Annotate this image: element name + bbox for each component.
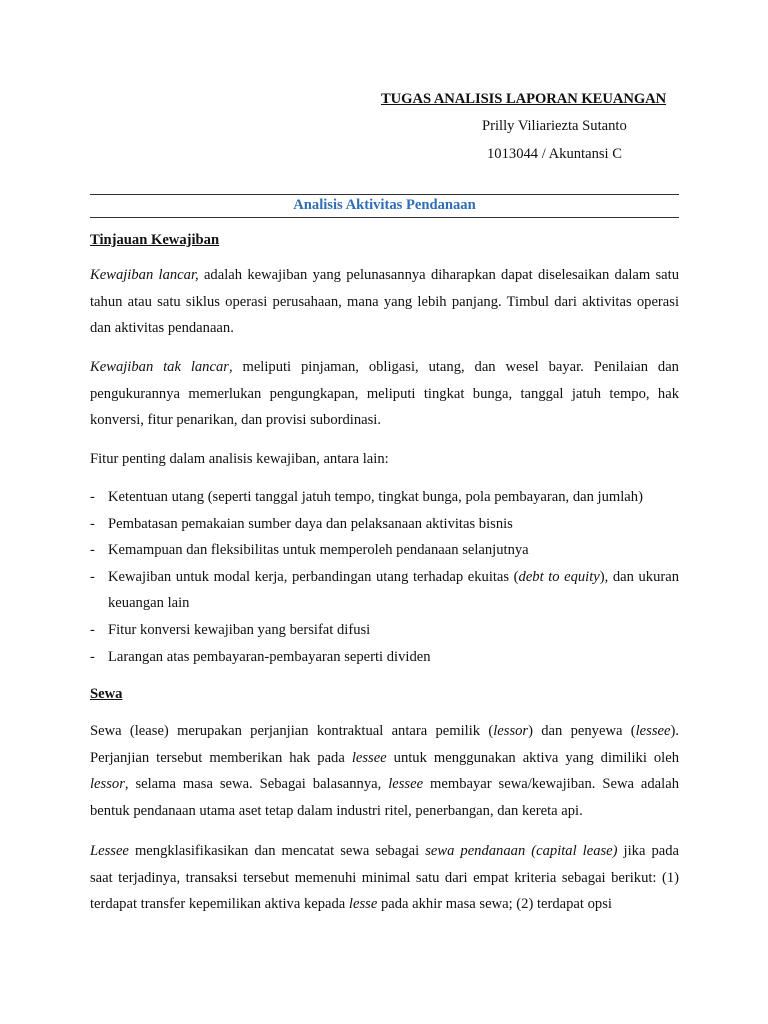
paragraph-text: mengklasifikasikan dan mencatat sewa sebagai — [128, 843, 426, 859]
paragraph-text: adalah kewajiban yang pelunasannya diharapkan dapat diselesaikan dalam satu tahun atau satu siklus operasi perusahaan, mana yang lebih panjang. Timbul dari aktivitas operasi dan aktivitas pendanaan. — [90, 267, 679, 337]
paragraph-kewajiban-tak-lancar — [90, 354, 679, 434]
paragraph-sewa-definisi — [90, 718, 679, 824]
term-lessor: lessor — [493, 723, 529, 739]
list-item: - Ketentuan utang (seperti tanggal jatuh tempo, tingkat bunga, pola pembayaran, dan jumlah) — [90, 484, 679, 511]
heading-tinjauan-kewajiban: Tinjauan Kewajiban — [90, 232, 220, 248]
heading-sewa: Sewa — [90, 686, 123, 702]
term-lessee: Lessee — [90, 843, 129, 859]
student-id: 1013044 / Akuntansi C — [487, 146, 622, 162]
document-title: TUGAS ANALISIS LAPORAN KEUANGAN — [381, 91, 667, 107]
paragraph-text: membayar sewa/kewajiban. Sewa adalah bentuk pendanaan utama aset tetap dalam industri ritel, penerbangan, dan kereta api. — [90, 776, 679, 819]
list-item-text: ), dan ukuran keuangan lain — [108, 568, 680, 612]
paragraph-text: ) dan penyewa ( — [528, 723, 636, 739]
paragraph-kewajiban-lancar — [90, 262, 679, 342]
term-lessor: lessor — [90, 776, 125, 793]
paragraph-text: jika pada saat terjadinya, transaksi tersebut memenuhi minimal satu dari empat kriteria sebagai berikut: (1) terdapat transfer kepemilikan aktiva kepada — [90, 843, 679, 913]
paragraph-text: untuk menggunakan aktiva yang dimiliki oleh — [386, 749, 679, 766]
fitur-list — [90, 484, 679, 670]
paragraph-text: ). Perjanjian tersebut memberikan hak pada — [90, 723, 679, 766]
paragraph-fitur-penting: Fitur penting dalam analisis kewajiban, antara lain: — [90, 451, 389, 467]
term-lessee: lessee — [635, 723, 671, 739]
paragraph-text: , meliputi pinjaman, obligasi, utang, dan wesel bayar. Penilaian dan pengukurannya memerlukan pengungkapan, meliputi tingkat bunga, tanggal jatuh tempo, hak konversi, fitur penarikan, dan provisi subordinasi. — [90, 359, 679, 429]
section-rule-bottom — [90, 217, 679, 218]
term-kewajiban-tak-lancar: Kewajiban tak lancar — [90, 359, 229, 375]
paragraph-sewa-klasifikasi — [90, 838, 679, 918]
term-kewajiban-lancar: Kewajiban lancar, — [90, 267, 199, 283]
section-rule-top — [90, 194, 679, 195]
paragraph-text: pada akhir masa sewa; (2) terdapat opsi — [377, 896, 612, 913]
list-item: - Pembatasan pemakaian sumber daya dan pelaksanaan aktivitas bisnis — [90, 511, 679, 538]
list-item: - Larangan atas pembayaran-pembayaran seperti dividen — [90, 644, 679, 671]
term-debt-to-equity: debt to equity — [518, 568, 600, 585]
list-item — [90, 564, 679, 617]
author-name: Prilly Viliariezta Sutanto — [482, 118, 627, 134]
term-lesse: lesse — [348, 896, 378, 913]
term-lessee: lessee — [351, 749, 387, 766]
term-lessee: lessee — [388, 776, 424, 793]
list-item: - Kemampuan dan fleksibilitas untuk memperoleh pendanaan selanjutnya — [90, 537, 679, 564]
list-item-text: Kewajiban untuk modal kerja, perbandingan utang terhadap ekuitas ( — [108, 568, 519, 585]
paragraph-text: , selama masa sewa. Sebagai balasannya, — [124, 776, 389, 793]
section-title: Analisis Aktivitas Pendanaan — [293, 197, 476, 213]
paragraph-text: Sewa (lease) merupakan perjanjian kontraktual antara pemilik ( — [90, 723, 494, 739]
list-item: - Fitur konversi kewajiban yang bersifat difusi — [90, 617, 679, 644]
term-capital-lease: sewa pendanaan (capital lease) — [425, 843, 618, 859]
